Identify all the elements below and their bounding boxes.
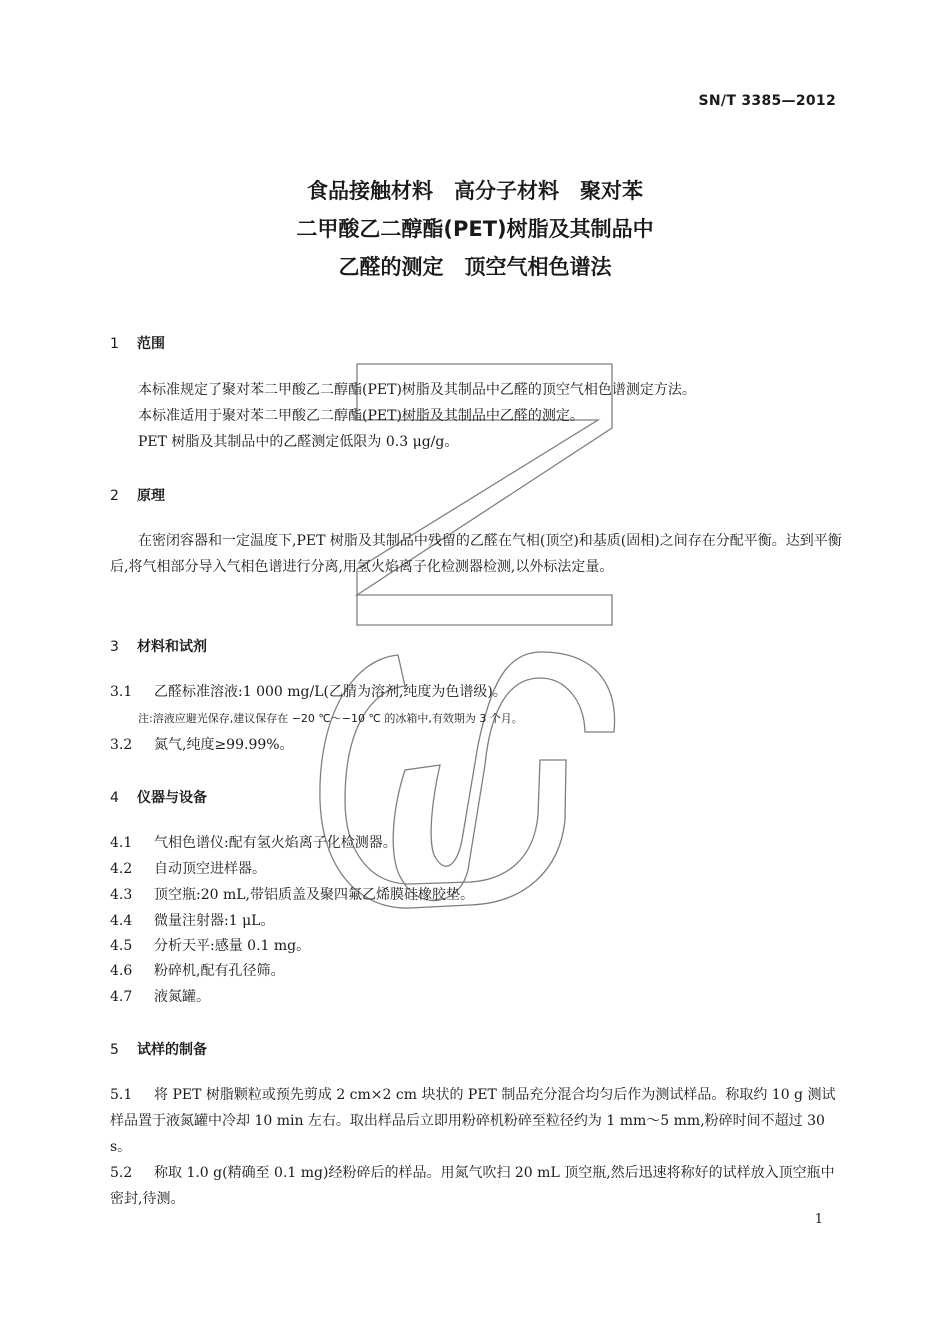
- title-line-2: 二甲酸乙二醇酯(PET)树脂及其制品中: [296, 217, 654, 241]
- section-title: 材料和试剂: [137, 639, 207, 655]
- item-text: 粉碎机,配有孔径筛。: [154, 963, 285, 979]
- list-item: [110, 679, 842, 705]
- section-number: 2: [110, 488, 119, 504]
- section-number: 1: [110, 336, 119, 352]
- section-heading-materials: [110, 636, 207, 656]
- item-number: 4.7: [110, 989, 133, 1005]
- section-heading-apparatus: [110, 787, 207, 807]
- standard-code: SN/T 3385—2012: [698, 93, 836, 109]
- paragraph: 本标准规定了聚对苯二甲酸乙二醇酯(PET)树脂及其制品中乙醛的顶空气相色谱测定方法。: [138, 382, 696, 398]
- section-title: 原理: [137, 488, 165, 504]
- item-text: 乙醛标准溶液:1 000 mg/L(乙腈为溶剂,纯度为色谱级)。: [154, 684, 507, 700]
- section-number: 3: [110, 639, 119, 655]
- item-text: 称取 1.0 g(精确至 0.1 mg)经粉碎后的样品。用氮气吹扫 20 mL 顶空瓶,然后迅速将称好的试样放入顶空瓶中密封,待测。: [110, 1165, 835, 1207]
- note: 注:溶液应避光保存,建议保存在 −20 ℃～−10 ℃ 的冰箱中,有效期为 3 个月。: [138, 712, 523, 725]
- list-item: [110, 830, 842, 856]
- item-number: 3.2: [110, 737, 133, 753]
- item-text: 将 PET 树脂颗粒或预先剪成 2 cm×2 cm 块状的 PET 制品充分混合均匀后作为测试样品。称取约 10 g 测试样品置于液氮罐中冷却 10 min 左右。取出样品后立即用粉碎机粉碎至粒径约为 1 mm～5 mm,粉碎时间不超过 30 s。: [110, 1087, 836, 1155]
- section-heading-sample-prep: [110, 1039, 207, 1059]
- section-number: 5: [110, 1042, 119, 1058]
- item-text: 氮气,纯度≥99.99%。: [154, 737, 294, 753]
- list-item: [110, 908, 842, 934]
- item-text: 微量注射器:1 μL。: [154, 913, 275, 929]
- list-item: [110, 933, 842, 959]
- item-number: 5.2: [110, 1165, 133, 1181]
- section-heading-scope: [110, 333, 165, 353]
- paragraph: 本标准适用于聚对苯二甲酸乙二醇酯(PET)树脂及其制品中乙醛的测定。: [138, 408, 584, 424]
- list-item: [110, 1082, 842, 1160]
- document-title: [0, 172, 950, 286]
- item-number: 4.2: [110, 861, 133, 877]
- title-line-1: 食品接触材料 高分子材料 聚对苯: [307, 179, 643, 203]
- list-item: [110, 882, 842, 908]
- item-text: 液氮罐。: [154, 989, 210, 1005]
- section-number: 4: [110, 790, 119, 806]
- item-number: 3.1: [110, 684, 133, 700]
- title-line-3: 乙醛的测定 顶空气相色谱法: [338, 255, 612, 279]
- item-number: 4.3: [110, 887, 133, 903]
- section-title: 仪器与设备: [137, 790, 207, 806]
- item-number: 4.5: [110, 938, 133, 954]
- list-item: [110, 856, 842, 882]
- item-number: 5.1: [110, 1087, 133, 1103]
- item-text: 顶空瓶:20 mL,带铝质盖及聚四氟乙烯膜硅橡胶垫。: [154, 887, 475, 903]
- list-item: [110, 984, 842, 1010]
- item-text: 分析天平:感量 0.1 mg。: [154, 938, 311, 954]
- item-number: 4.4: [110, 913, 133, 929]
- section-heading-principle: [110, 485, 165, 505]
- page-number: 1: [814, 1212, 823, 1227]
- item-number: 4.1: [110, 835, 133, 851]
- item-text: 气相色谱仪:配有氢火焰离子化检测器。: [154, 835, 397, 851]
- paragraph: 在密闭容器和一定温度下,PET 树脂及其制品中残留的乙醛在气相(顶空)和基质(固相)之间存在分配平衡。达到平衡后,将气相部分导入气相色谱进行分离,用氢火焰离子化检测器检测,以外标法定量。: [110, 533, 842, 575]
- paragraph: PET 树脂及其制品中的乙醛测定低限为 0.3 μg/g。: [138, 434, 459, 450]
- list-item: [110, 1160, 842, 1212]
- section-title: 范围: [137, 336, 165, 352]
- item-number: 4.6: [110, 963, 133, 979]
- section-title: 试样的制备: [137, 1042, 207, 1058]
- item-text: 自动顶空进样器。: [154, 861, 266, 877]
- list-item: [110, 958, 842, 984]
- list-item: [110, 732, 842, 758]
